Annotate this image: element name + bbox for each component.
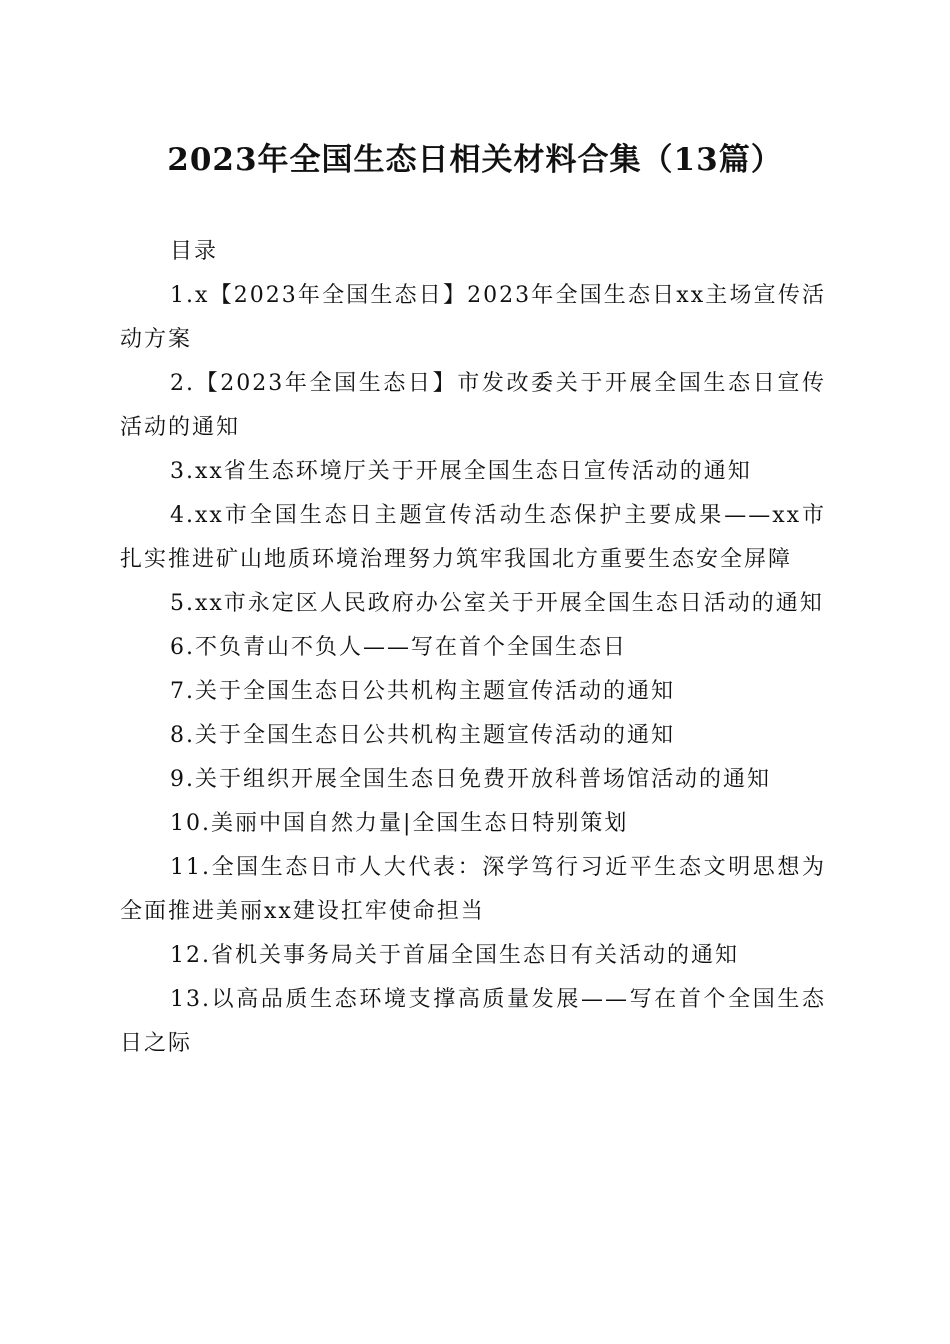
toc-item-9: 9.关于组织开展全国生态日免费开放科普场馆活动的通知 <box>170 767 771 792</box>
toc-item-2: 2.【2023年全国生态日】市发改委关于开展全国生态日宣传活动的通知 <box>120 371 826 440</box>
toc-item-1: 1.x【2023年全国生态日】2023年全国生态日xx主场宣传活动方案 <box>120 283 826 352</box>
toc-heading: 目录 <box>170 239 219 264</box>
toc-list <box>120 274 826 1066</box>
toc-item-7: 7.关于全国生态日公共机构主题宣传活动的通知 <box>170 679 675 704</box>
toc-item-12: 12.省机关事务局关于首届全国生态日有关活动的通知 <box>170 943 739 968</box>
toc-item-6: 6.不负青山不负人——写在首个全国生态日 <box>170 635 627 660</box>
toc-item-11: 11.全国生态日市人大代表：深学笃行习近平生态文明思想为全面推进美丽xx建设扛牢使命担当 <box>120 855 826 924</box>
document-title: 2023年全国生态日相关材料合集（13篇） <box>167 142 783 178</box>
toc-item-8: 8.关于全国生态日公共机构主题宣传活动的通知 <box>170 723 675 748</box>
toc-item-5: 5.xx市永定区人民政府办公室关于开展全国生态日活动的通知 <box>170 591 824 616</box>
toc-item-4: 4.xx市全国生态日主题宣传活动生态保护主要成果——xx市扎实推进矿山地质环境治理努力筑牢我国北方重要生态安全屏障 <box>120 503 826 572</box>
toc-item-3: 3.xx省生态环境厅关于开展全国生态日宣传活动的通知 <box>170 459 752 484</box>
toc-item-13: 13.以高品质生态环境支撑高质量发展——写在首个全国生态日之际 <box>120 987 826 1056</box>
toc-item-10: 10.美丽中国自然力量|全国生态日特别策划 <box>170 811 629 836</box>
table-of-contents <box>120 230 826 1066</box>
